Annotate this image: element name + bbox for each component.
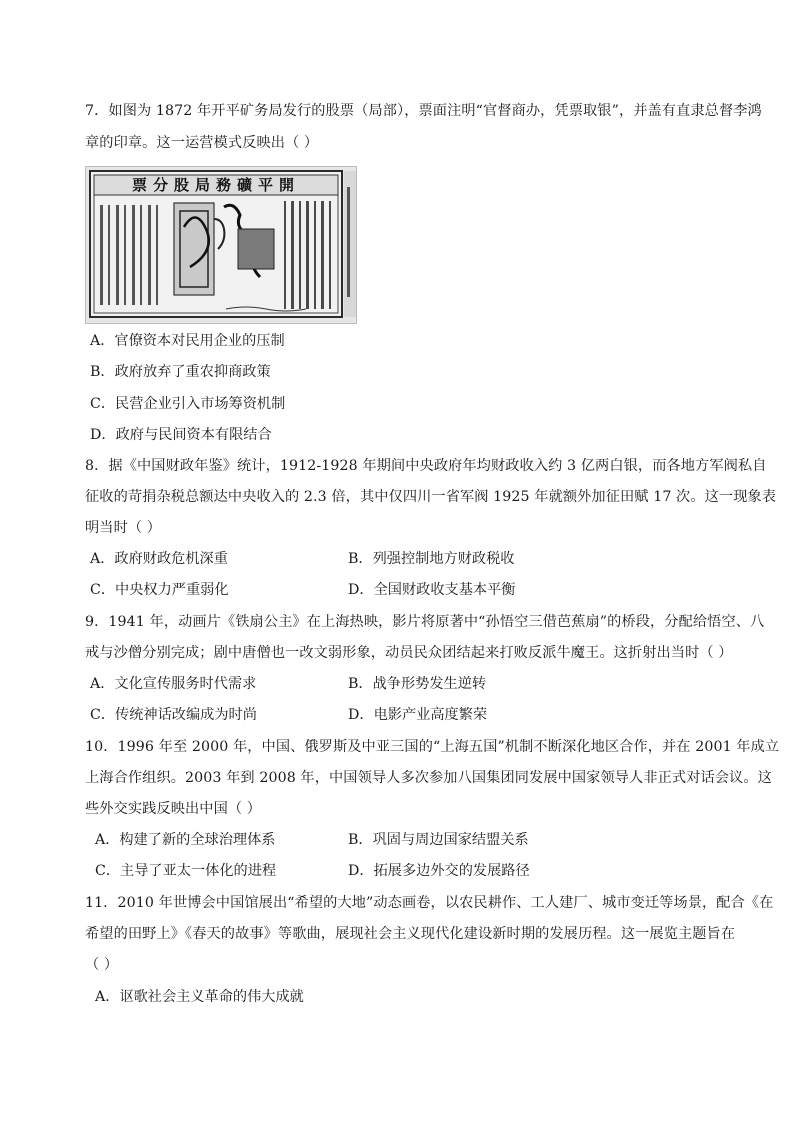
q10-option-c[interactable]: C．主导了亚太一体化的进程 (95, 863, 277, 879)
q9-option-c[interactable]: C．传统神话改编成为时尚 (90, 707, 257, 723)
q8-option-a[interactable]: A．政府财政危机深重 (90, 551, 228, 567)
stock-header-text: 票分股局務礦平開 (131, 176, 301, 194)
q8-stem-line-3: 明当时（ ） (85, 520, 162, 536)
q11-stem-line-2: 希望的田野上》《春天的故事》等歌曲，展现社会主义现代化建设新时期的发展历程。这一展览主题旨在 (85, 926, 736, 942)
q8-stem-line-2: 征收的苛捐杂税总额达中央收入的 2.3 倍，其中仅四川一省军阀 1925 年就额外加征田赋 17 次。这一现象表 (85, 489, 777, 505)
q10-stem-line-1: 10．1996 年至 2000 年，中国、俄罗斯及中亚三国的“上海五国”机制不断深化地区合作，并在 2001 年成立 (85, 739, 780, 755)
q10-option-d[interactable]: D．拓展多边外交的发展路径 (348, 863, 530, 879)
q10-option-b[interactable]: B．巩固与周边国家结盟关系 (348, 832, 529, 848)
q8-option-c[interactable]: C．中央权力严重弱化 (90, 582, 229, 598)
q11-stem-line-3: （ ） (85, 957, 119, 973)
q8-option-d[interactable]: D．全国财政收支基本平衡 (348, 582, 516, 598)
q9-option-a[interactable]: A．文化宣传服务时代需求 (90, 676, 257, 692)
q7-stem-line-2: 章的印章。这一运营模式反映出（ ） (85, 135, 319, 151)
q9-stem-line-1: 9．1941 年，动画片《铁扇公主》在上海热映，影片将原著中“孙悟空三借芭蕉扇”的桥段，分配给悟空、八 (85, 614, 765, 630)
q7-option-c[interactable]: C．民营企业引入市场筹资机制 (90, 396, 286, 412)
q7-option-b[interactable]: B．政府放弃了重农抑商政策 (90, 364, 271, 380)
q9-stem-line-2: 戒与沙僧分别完成；剧中唐僧也一改文弱形象，动员民众团结起来打败反派牛魔王。这折射出当时（ ） (85, 645, 733, 661)
q10-stem-line-2: 上海合作组织。2003 年到 2008 年，中国领导人多次参加八国集团同发展中国家领导人非正式对话会议。这 (85, 770, 772, 786)
q11-option-a[interactable]: A．讴歌社会主义革命的伟大成就 (95, 989, 304, 1005)
q11-stem-line-1: 11．2010 年世博会中国馆展出“希望的大地”动态画卷，以农民耕作、工人建厂、城市变迁等场景，配合《在 (85, 895, 774, 911)
q9-option-d[interactable]: D．电影产业高度繁荣 (348, 707, 488, 723)
q7-stem-line-1: 7．如图为 1872 年开平矿务局发行的股票（局部），票面注明“官督商办，凭票取银”，并盖有直隶总督李鸿 (85, 103, 762, 119)
q10-stem-line-3: 些外交实践反映出中国（ ） (85, 801, 262, 817)
q7-option-d[interactable]: D．政府与民间资本有限结合 (90, 427, 272, 443)
q10-option-a[interactable]: A．构建了新的全球治理体系 (95, 832, 276, 848)
q8-option-b[interactable]: B．列强控制地方财政税收 (348, 551, 515, 567)
q8-stem-line-1: 8．据《中国财政年鉴》统计，1912-1928 年期间中央政府年均财政收入约 3 亿两白银，而各地方军阀私自 (85, 458, 767, 474)
stock-certificate-image (85, 166, 357, 324)
q7-option-a[interactable]: A．官僚资本对民用企业的压制 (90, 333, 285, 349)
q9-option-b[interactable]: B．战争形势发生逆转 (348, 676, 487, 692)
